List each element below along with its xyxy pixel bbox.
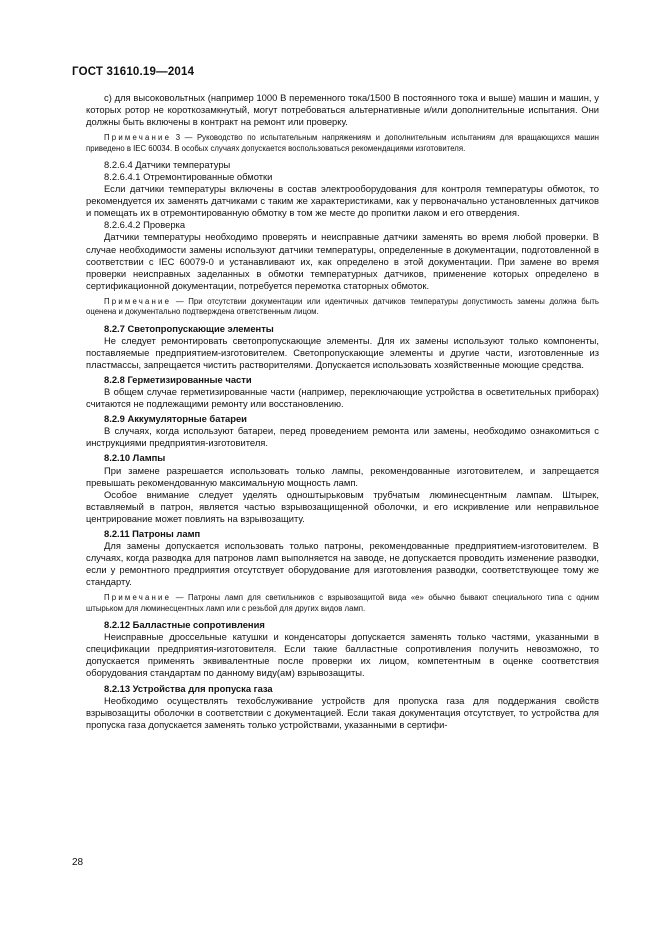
section-heading: 8.2.10 Лампы bbox=[104, 452, 166, 464]
section-heading: 8.2.6.4 Датчики температуры bbox=[104, 158, 231, 170]
note bbox=[86, 297, 599, 318]
paragraph: Необходимо осуществлять техобслуживание устройств для пропуска газа для поддержания свойств взрывозащиты оболочки в соответствии с документацией. Если такая документация отсутствует, то устройства для пропуска газа допускается заменять только устройствами, указанными в сертифи- bbox=[86, 694, 599, 730]
note bbox=[86, 593, 599, 614]
note-text: 3 — Руководство по испытательным напряжениям и дополнительным испытаниям для вращающихся машин приведено в IEC 60034. В особых случаях допускается воспользоваться рекомендациями изготовителя. bbox=[86, 133, 599, 153]
paragraph: c) для высоковольтных (например 1000 В переменного тока/1500 В постоянного тока и выше) машин и машин, у которых ротор не короткозамкнутый, могут потребоваться альтернативные и/или дополнительные испытания. Они должны быть включены в контракт на ремонт или проверку. bbox=[86, 92, 599, 128]
note bbox=[86, 133, 599, 154]
page-body bbox=[86, 92, 599, 731]
section-heading: 8.2.11 Патроны ламп bbox=[104, 528, 201, 539]
section-heading: 8.2.13 Устройства для пропуска газа bbox=[104, 682, 273, 694]
note-text: — При отсутствии документации или идентичных датчиков температуры допустимость замены должна быть оценена и документально подтверждена ответственным лицом. bbox=[86, 296, 599, 317]
section-heading: 8.2.9 Аккумуляторные батареи bbox=[104, 413, 247, 425]
section-heading: 8.2.12 Балластные сопротивления bbox=[104, 619, 265, 631]
paragraph: Неисправные дроссельные катушки и конденсаторы допускается заменять только частями, указанными в спецификации предприятия-изготовителя. Если такие балластные сопротивления получить невозможно, то допускается применять эквивалентные после проверки их лицом, компетентным в оценке соответствия оборудования стандартам по данному виду(ам) взрывозащиты. bbox=[86, 631, 599, 679]
section-heading: 8.2.8 Герметизированные части bbox=[104, 373, 252, 385]
page-header: ГОСТ 31610.19—2014 bbox=[72, 66, 195, 78]
note-label: Примечание bbox=[104, 593, 172, 603]
section-heading: 8.2.7 Светопропускающие элементы bbox=[104, 322, 274, 334]
note-label: Примечание bbox=[104, 296, 172, 306]
note-text: — Патроны ламп для светильников с взрывозащитой вида «е» обычно бывают специального типа с одним штырьком для люминесцентных ламп или с резьбой для других видов ламп. bbox=[86, 593, 599, 613]
paragraph: Не следует ремонтировать светопропускающие элементы. Для их замены используют только компоненты, поставляемые предприятием-изготовителем. Светопропускающие элементы и другие части, изготовленные из пластмассы, запрещается чистить растворителями. Допускается использовать хозяйственные моющие средства. bbox=[86, 334, 599, 370]
paragraph: Если датчики температуры включены в состав электрооборудования для контроля температуры обмоток, то рекомендуется их заменять датчиками с таким же характеристиками, как у первоначально установленных датчиков и помещать их в отремонтированную обмотку в том же месте до пропитки лаком и его отвердения. bbox=[86, 183, 599, 219]
paragraph: При замене разрешается использовать только лампы, рекомендованные изготовителем, и запрещается превышать рекомендованную максимальную мощность ламп. bbox=[86, 464, 599, 488]
paragraph: Особое внимание следует уделять одноштырьковым трубчатым люминесцентным лампам. Штырек, вставляемый в патрон, является частью взрывозащищенной оболочки, и его искривление или неправильное центрирование может повлиять на взрывозащиту. bbox=[86, 488, 599, 524]
paragraph: В общем случае герметизированные части (например, переключающие устройства в осветительных приборах) считаются не подлежащими ремонту или восстановлению. bbox=[86, 385, 599, 410]
paragraph: Для замены допускается использовать только патроны, рекомендованные предприятием-изготовителем. В случаях, когда разводка для патронов ламп выполняется на заводе, не допускается проводить изменение разводки, если у ремонтного предприятия отсутствует оборудование для изготовления разводки, соответствующее тому же стандарту. bbox=[86, 540, 599, 588]
page-number: 28 bbox=[72, 857, 84, 868]
section-heading: 8.2.6.4.1 Отремонтированные обмотки bbox=[104, 170, 273, 182]
note-label: Примечание bbox=[104, 133, 172, 143]
section-heading: 8.2.6.4.2 Проверка bbox=[104, 219, 186, 231]
paragraph: Датчики температуры необходимо проверять и неисправные датчики заменять во время любой проверки. В случае необходимости замены используют датчики температуры, определенные в документации, подготовленной в соответствии с IEC 60079-0 и устанавливают их, как определено в этой документации. При замене во время проверки неисправных заделанных в обмотки температурных датчиков, применение которых определено в сертификационной документации, потребуется перемотка статорных обмоток. bbox=[86, 231, 599, 291]
paragraph: В случаях, когда используют батареи, перед проведением ремонта или замены, необходимо ознакомиться с инструкциями предприятия-изготовителя. bbox=[86, 425, 599, 449]
